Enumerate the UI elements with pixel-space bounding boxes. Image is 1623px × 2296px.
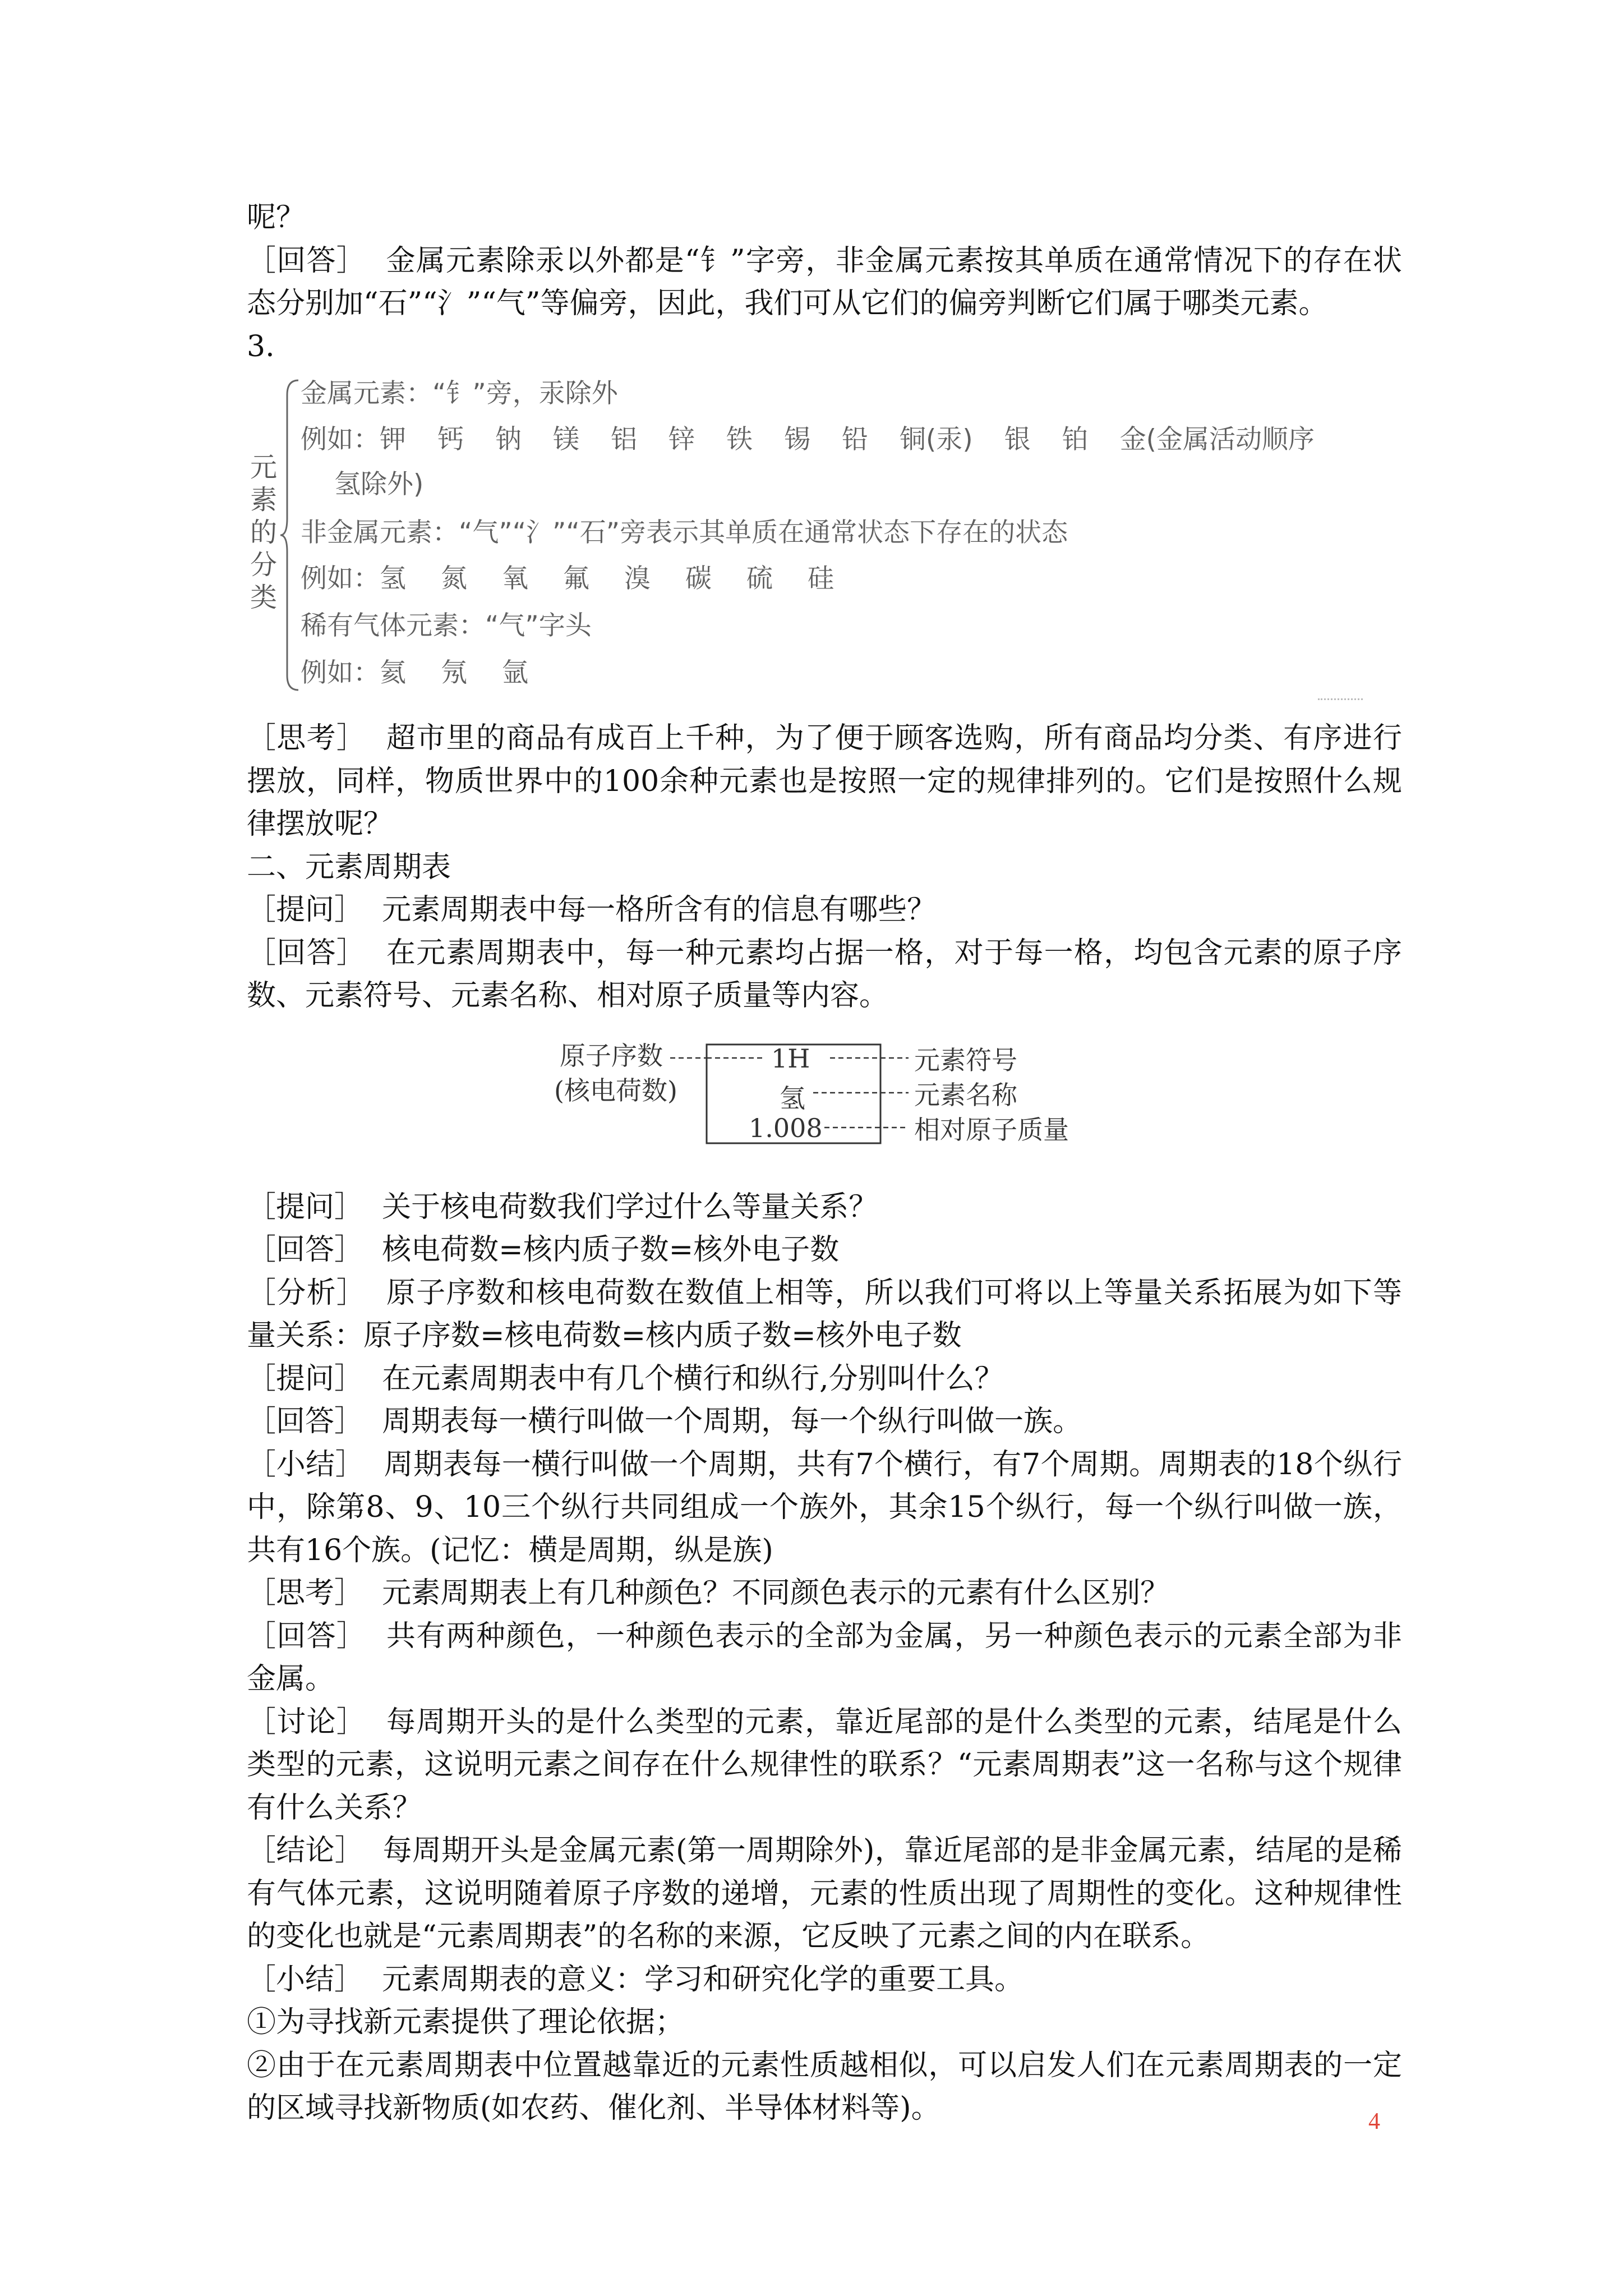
element-example: 钙 (437, 424, 464, 455)
paragraph-text: 元素周期表的意义：学习和研究化学的重要工具。 (382, 1962, 1024, 1996)
paragraph-text: 呢？ (247, 201, 306, 234)
paragraph (247, 932, 1402, 1018)
paragraph-text: 元素周期表上有几种颜色？不同颜色表示的元素有什么区别？ (382, 1576, 1170, 1610)
paragraph (247, 846, 1402, 889)
element-example: 氩 (502, 657, 528, 688)
element-example: 铜(汞) (900, 424, 973, 455)
element-example: 铝 (611, 424, 637, 455)
classification-title (247, 451, 280, 614)
element-example: 铂 (1062, 424, 1089, 455)
paragraph-text: 每周期开头是金属元素(第一周期除外)，靠近尾部的是非金属元素，结尾的是稀有气体元素，这说明随着原子序数的递增，元素的性质出现了周期性的变化。这种规律性的变化也就是“元素周期表”的名称的来源，它反映了元素之间的内在联系。 (247, 1834, 1402, 1953)
paragraph-text: 在元素周期表中，每一种元素均占据一格，对于每一格，均包含元素的原子序数、元素符号、元素名称、相对原子质量等内容。 (247, 936, 1402, 1013)
element-example: 硫 (746, 563, 773, 594)
element-example: 氮 (441, 563, 467, 594)
text-block-bottom (247, 1186, 1402, 2130)
paragraph (247, 2044, 1402, 2130)
text-block-top (247, 196, 1402, 368)
noble-header: 稀有气体元素：“气”字头 (301, 610, 592, 641)
paragraph-tag: ［小结］ (247, 1962, 364, 1996)
element-example: 氟 (563, 563, 589, 594)
metal-examples-list (380, 424, 1346, 455)
paragraph (247, 1701, 1402, 1830)
atomic-number-label: 原子序数 (560, 1040, 663, 1071)
cell-diagram (247, 1023, 1402, 1175)
periodic-cell-figure (247, 1023, 1402, 1175)
paragraph-text: 在元素周期表中有几个横行和纵行,分别叫什么？ (382, 1361, 1004, 1396)
element-example: 氧 (502, 563, 528, 594)
paragraph-tag: ［结论］ (247, 1834, 365, 1867)
paragraph-tag: ［回答］ (247, 936, 367, 970)
decorative-dots (1318, 698, 1363, 703)
brace-icon (279, 378, 299, 692)
title-char: 元 (250, 452, 277, 483)
paragraph-text: 周期表每一横行叫做一个周期，每一个纵行叫做一族。 (382, 1405, 1082, 1438)
paragraph (247, 240, 1402, 325)
paragraph (247, 1958, 1402, 2001)
element-example: 氖 (441, 657, 467, 688)
nonmetal-examples (301, 558, 869, 595)
element-example: 金(金属活动顺序 (1119, 424, 1315, 455)
element-example: 银 (1004, 424, 1031, 455)
paragraph (247, 1443, 1402, 1572)
paragraph-tag: ［回答］ (247, 1233, 364, 1267)
paragraph-text: 共有两种颜色，一种颜色表示的全部为金属，另一种颜色表示的元素全部为非金属。 (247, 1619, 1402, 1696)
paragraph (247, 889, 1402, 932)
title-char: 的 (250, 517, 277, 548)
paragraph (247, 2001, 1402, 2044)
paragraph-text: 二、元素周期表 (247, 850, 451, 884)
name-caption: 元素名称 (914, 1079, 1017, 1110)
document-page (247, 196, 1402, 2130)
paragraph-tag: ［思考］ (247, 721, 367, 755)
examples-prefix: 例如： (301, 424, 380, 455)
element-example: 铁 (726, 424, 753, 455)
element-name-value: 氢 (780, 1083, 805, 1114)
paragraph (247, 1829, 1402, 1958)
paragraph-tag: ［提问］ (247, 893, 364, 927)
nonmetal-header: 非金属元素：“气”“氵”“石”旁表示其单质在通常状态下存在的状态 (301, 517, 1068, 548)
noble-examples-list (380, 657, 563, 688)
paragraph-text: 核电荷数=核内质子数=核外电子数 (382, 1233, 840, 1267)
paragraph-text: ②由于在元素周期表中位置越靠近的元素性质越相似，可以启发人们在元素周期表的一定的区域寻找新物质(如农药、催化剂、半导体材料等)。 (247, 2048, 1402, 2125)
paragraph-text: 金属元素除汞以外都是“钅”字旁，非金属元素按其单质在通常情况下的存在状态分别加“石”“氵”“气”等偏旁，因此，我们可从它们的偏旁判断它们属于哪类元素。 (247, 243, 1402, 320)
examples-prefix: 例如： (301, 563, 380, 594)
paragraph (247, 1572, 1402, 1615)
paragraph-tag: ［思考］ (247, 1576, 364, 1610)
paragraph (247, 1358, 1402, 1401)
title-char: 素 (250, 484, 277, 516)
element-example: 氦 (380, 657, 406, 688)
paragraph (247, 196, 1402, 240)
paragraph-text: 超市里的商品有成百上千种，为了便于顾客选购，所有商品均分类、有序进行摆放，同样，物质世界中的100余种元素也是按照一定的规律排列的。它们是按照什么规律摆放呢？ (247, 721, 1402, 841)
paragraph-tag: ［回答］ (247, 243, 366, 278)
paragraph (247, 1615, 1402, 1701)
element-example: 溴 (624, 563, 651, 594)
paragraph-tag: ［提问］ (247, 1190, 364, 1224)
paragraph-text: 3. (247, 329, 275, 364)
element-symbol-value: 1H (771, 1043, 810, 1074)
element-example: 锌 (668, 424, 695, 455)
title-char: 分 (250, 549, 277, 581)
paragraph-text: 关于核电荷数我们学过什么等量关系？ (382, 1190, 878, 1224)
paragraph (247, 1400, 1402, 1443)
paragraph-text: 周期表每一横行叫做一个周期，共有7个横行，有7个周期。周期表的18个纵行中，除第8、9、10三个纵行共同组成一个族外，其余15个纵行，每一个纵行叫做一族，共有16个族。(记忆：横是周期，纵是族) (247, 1447, 1402, 1567)
nuclear-charge-label: (核电荷数) (554, 1075, 677, 1106)
nonmetal-examples-list (380, 563, 869, 594)
paragraph-text: 原子序数和核电荷数在数值上相等，所以我们可将以上等量关系拓展为如下等量关系：原子序数=核电荷数=核内质子数=核外电子数 (247, 1276, 1402, 1352)
paragraph-tag: ［提问］ (247, 1361, 364, 1396)
element-example: 铅 (842, 424, 868, 455)
paragraph (247, 325, 1402, 369)
paragraph-tag: ［回答］ (247, 1405, 364, 1438)
paragraph (247, 1272, 1402, 1358)
metal-examples-cont: 氢除外) (334, 469, 424, 500)
title-char: 类 (250, 582, 277, 613)
paragraph (247, 1228, 1402, 1272)
paragraph-tag: ［讨论］ (247, 1705, 367, 1739)
paragraph-tag: ［回答］ (247, 1619, 367, 1653)
text-block-middle (247, 717, 1402, 1018)
paragraph-tag: ［分析］ (247, 1276, 367, 1310)
metal-header: 金属元素：“钅”旁，汞除外 (301, 378, 618, 409)
atomic-mass-value: 1.008 (749, 1112, 823, 1143)
metal-examples (301, 418, 1346, 456)
element-example: 镁 (553, 424, 579, 455)
mass-caption: 相对原子质量 (914, 1114, 1069, 1145)
paragraph-text: 每周期开头的是什么类型的元素，靠近尾部的是什么类型的元素，结尾是什么类型的元素，这说明元素之间存在什么规律性的联系？“元素周期表”这一名称与这个规律有什么关系？ (247, 1705, 1402, 1825)
element-example: 氢 (380, 563, 406, 594)
symbol-caption: 元素符号 (914, 1045, 1017, 1075)
paragraph (247, 717, 1402, 846)
element-example: 碳 (685, 563, 712, 594)
element-example: 钾 (380, 424, 406, 455)
noble-examples (301, 652, 563, 689)
paragraph-text: 元素周期表中每一格所含有的信息有哪些？ (382, 893, 937, 927)
element-classification-figure (247, 372, 1385, 709)
paragraph-text: ①为寻找新元素提供了理论依据； (247, 2005, 685, 2039)
paragraph (247, 1186, 1402, 1229)
element-example: 锡 (784, 424, 810, 455)
element-example: 钠 (495, 424, 522, 455)
paragraph-tag: ［小结］ (247, 1447, 365, 1481)
examples-prefix: 例如： (301, 657, 380, 688)
page-number: 4 (1368, 2109, 1380, 2134)
element-example: 硅 (808, 563, 834, 594)
